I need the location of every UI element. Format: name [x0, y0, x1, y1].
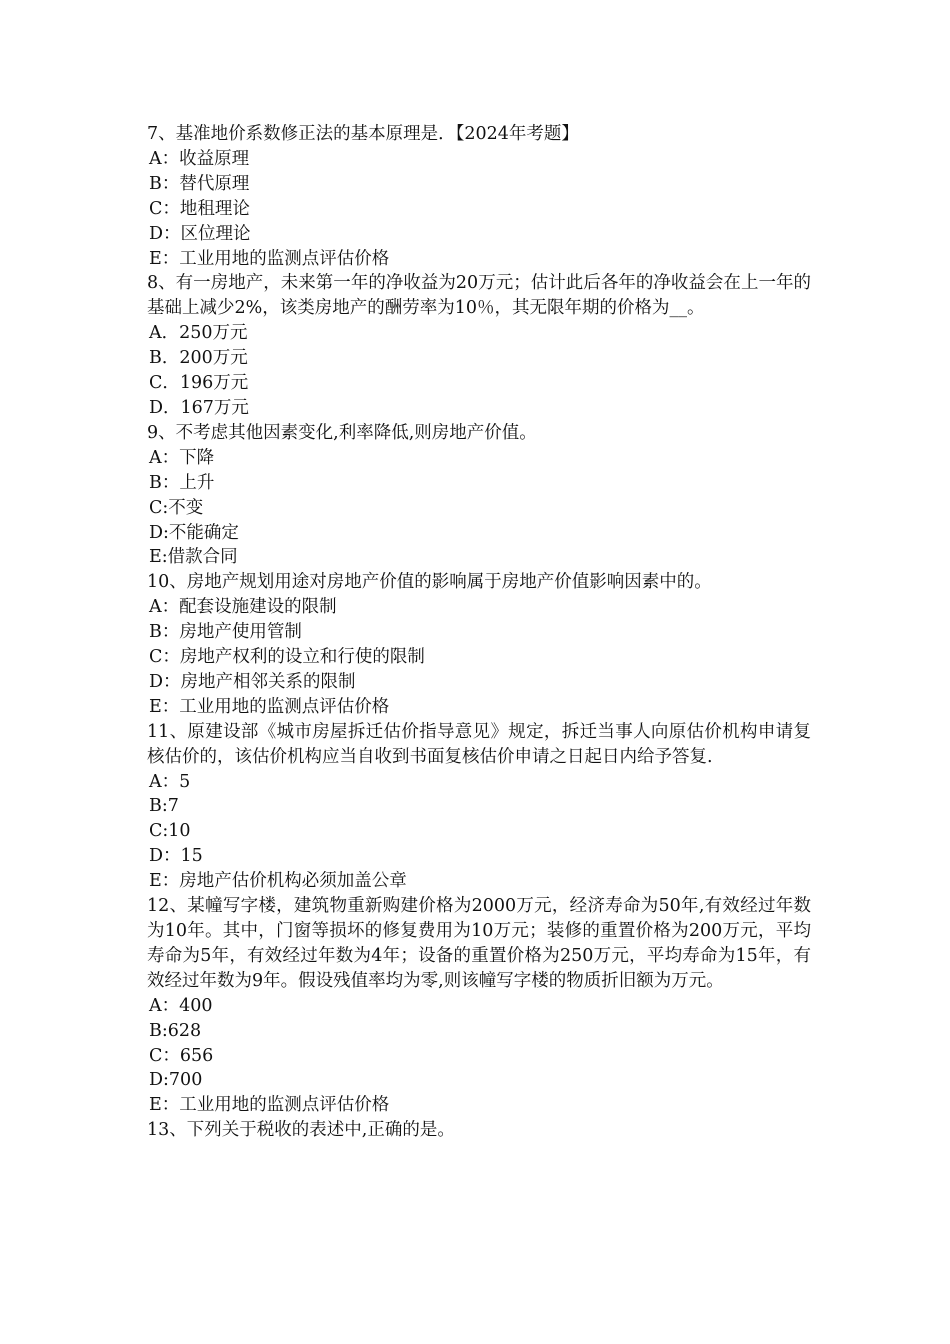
question-10	[147, 570, 811, 719]
option-c: C：656	[149, 1045, 214, 1066]
option-a: A：配套设施建设的限制	[149, 597, 337, 618]
option-d: D:700	[149, 1070, 203, 1091]
option-a: A：5	[149, 771, 191, 792]
question-stem: 7、基准地价系数修正法的基本原理是．【2024年考题】	[147, 124, 579, 144]
option-a: A：收益原理	[149, 148, 250, 169]
option-c: C:10	[149, 821, 191, 842]
question-7	[147, 122, 811, 271]
question-stem: 11、原建设部《城市房屋拆迁估价指导意见》规定，拆迁当事人向原估价机构申请复核估价的，该估价机构应当自收到书面复核估价申请之日起日内给予答复.	[147, 721, 811, 767]
question-13	[147, 1118, 811, 1143]
option-c: C：地租理论	[149, 198, 250, 219]
question-stem: 10、房地产规划用途对房地产价值的影响属于房地产价值影响因素中的。	[147, 572, 712, 593]
option-d: D．167万元	[149, 397, 249, 418]
option-b: B：房地产使用管制	[149, 622, 302, 643]
option-e: E:借款合同	[149, 547, 238, 568]
option-e: E：工业用地的监测点评估价格	[149, 696, 390, 717]
question-stem: 13、下列关于税收的表述中,正确的是。	[147, 1120, 455, 1141]
option-b: B．200万元	[149, 348, 248, 369]
question-list	[147, 122, 811, 1143]
option-a: A：下降	[149, 447, 215, 468]
question-8	[147, 271, 811, 420]
question-9	[147, 421, 811, 570]
option-e: E：工业用地的监测点评估价格	[149, 248, 390, 269]
question-stem: 12、某幢写字楼，建筑物重新购建价格为2000万元，经济寿命为50年,有效经过年数为10年。其中，门窗等损坏的修复费用为10万元；装修的重置价格为200万元，平均寿命为5年，有效经过年数为4年；设备的重置价格为250万元，平均寿命为15年，有效经过年数为9年。假设残值率均为零,则该幢写字楼的物质折旧额为万元。	[147, 896, 811, 991]
option-c: C．196万元	[149, 373, 249, 394]
option-d: D：15	[149, 846, 203, 867]
question-12	[147, 894, 811, 1118]
option-a: A：400	[149, 995, 213, 1016]
option-d: D：房地产相邻关系的限制	[149, 671, 356, 692]
question-stem: 8、有一房地产，未来第一年的净收益为20万元；估计此后各年的净收益会在上一年的基础上减少2%，该类房地产的酬劳率为10％，其无限年期的价格为__。	[147, 273, 811, 319]
option-d: D:不能确定	[149, 522, 239, 543]
question-stem: 9、不考虑其他因素变化,利率降低,则房地产价值。	[147, 422, 537, 443]
option-a: A．250万元	[149, 323, 248, 344]
option-c: C：房地产权利的设立和行使的限制	[149, 647, 425, 668]
option-e: E：房地产估价机构必须加盖公章	[149, 871, 407, 892]
option-b: B:628	[149, 1020, 202, 1041]
question-11	[147, 720, 811, 894]
option-c: C:不变	[149, 497, 204, 518]
option-d: D：区位理论	[149, 223, 251, 244]
option-b: B:7	[149, 796, 179, 817]
option-e: E：工业用地的监测点评估价格	[149, 1095, 390, 1116]
option-b: B：上升	[149, 472, 215, 493]
option-b: B：替代原理	[149, 173, 250, 194]
